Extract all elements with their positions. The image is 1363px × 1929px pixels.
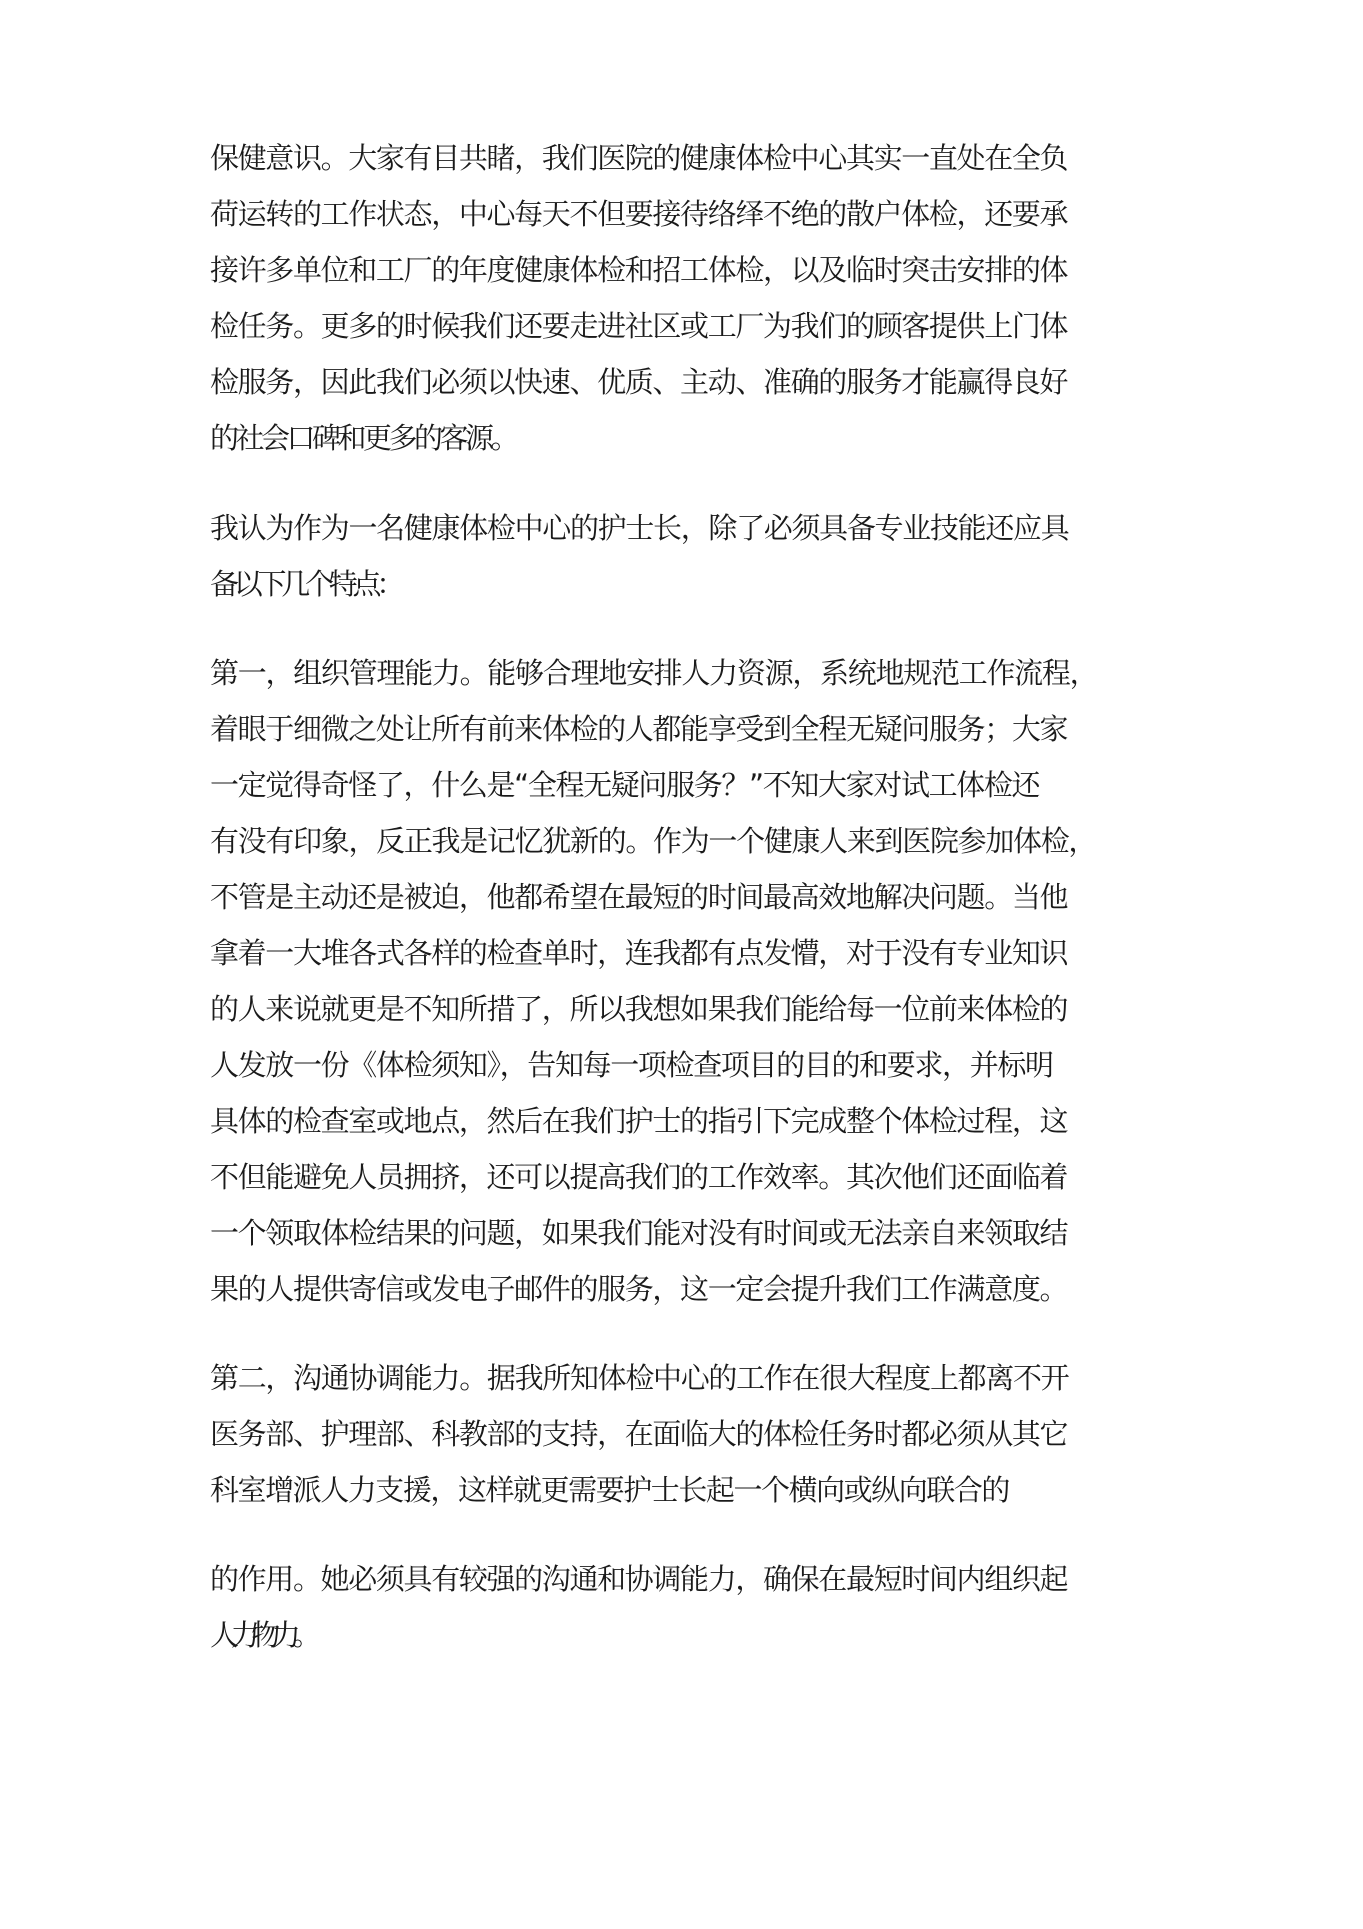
paragraph-line: 医务部、护理部、科教部的支持，在面临大的体检任务时都必须从其它 bbox=[210, 1417, 1068, 1451]
paragraph-line: 的人来说就更是不知所措了，所以我想如果我们能给每一位前来体检的 bbox=[210, 992, 1068, 1026]
paragraph-line: 的作用。她必须具有较强的沟通和协调能力，确保在最短时间内组织起 bbox=[210, 1562, 1068, 1596]
paragraph-line: 人力物力。 bbox=[210, 1618, 314, 1652]
paragraph-line: 第一，组织管理能力。能够合理地安排人力资源，系统地规范工作流程， bbox=[210, 656, 1098, 690]
paragraph-line: 的社会口碑和更多的客源。 bbox=[210, 421, 517, 455]
paragraph-line: 荷运转的工作状态，中心每天不但要接待络绎不绝的散户体检，还要承 bbox=[210, 197, 1068, 231]
paragraph-line: 一个领取体检结果的问题，如果我们能对没有时间或无法亲自来领取结 bbox=[210, 1216, 1068, 1250]
paragraph-line: 不但能避免人员拥挤，还可以提高我们的工作效率。其次他们还面临着 bbox=[210, 1160, 1068, 1194]
paragraph-line: 保健意识。大家有目共睹，我们医院的健康体检中心其实一直处在全负 bbox=[210, 141, 1068, 175]
paragraph-line: 果的人提供寄信或发电子邮件的服务，这一定会提升我们工作满意度。 bbox=[210, 1272, 1068, 1306]
paragraph-line: 科室增派人力支援，这样就更需要护士长起一个横向或纵向联合的 bbox=[210, 1473, 1009, 1507]
paragraph-line: 一定觉得奇怪了，什么是“全程无疑问服务？”不知大家对试工体检还 bbox=[210, 768, 1040, 802]
paragraph-line: 接许多单位和工厂的年度健康体检和招工体检，以及临时突击安排的体 bbox=[210, 253, 1068, 287]
paragraph-line: 检服务，因此我们必须以快速、优质、主动、准确的服务才能赢得良好 bbox=[210, 365, 1068, 399]
paragraph-line: 我认为作为一名健康体检中心的护士长，除了必须具备专业技能还应具 bbox=[210, 511, 1069, 545]
paragraph-line: 人发放一份《体检须知》，告知每一项检查项目的目的和要求，并标明 bbox=[210, 1048, 1053, 1082]
paragraph-line: 检任务。更多的时候我们还要走进社区或工厂为我们的顾客提供上门体 bbox=[210, 309, 1068, 343]
paragraph-line: 拿着一大堆各式各样的检查单时，连我都有点发懵，对于没有专业知识 bbox=[210, 936, 1068, 970]
paragraph-line: 着眼于细微之处让所有前来体检的人都能享受到全程无疑问服务；大家 bbox=[210, 712, 1068, 746]
paragraph-line: 备以下几个特点： bbox=[210, 567, 401, 601]
paragraph-line: 有没有印象，反正我是记忆犹新的。作为一个健康人来到医院参加体检， bbox=[210, 824, 1097, 858]
paragraph-line: 不管是主动还是被迫，他都希望在最短的时间最高效地解决问题。当他 bbox=[210, 880, 1068, 914]
paragraph-line: 具体的检查室或地点，然后在我们护士的指引下完成整个体检过程，这 bbox=[210, 1104, 1068, 1138]
paragraph-line: 第二，沟通协调能力。据我所知体检中心的工作在很大程度上都离不开 bbox=[210, 1361, 1069, 1395]
